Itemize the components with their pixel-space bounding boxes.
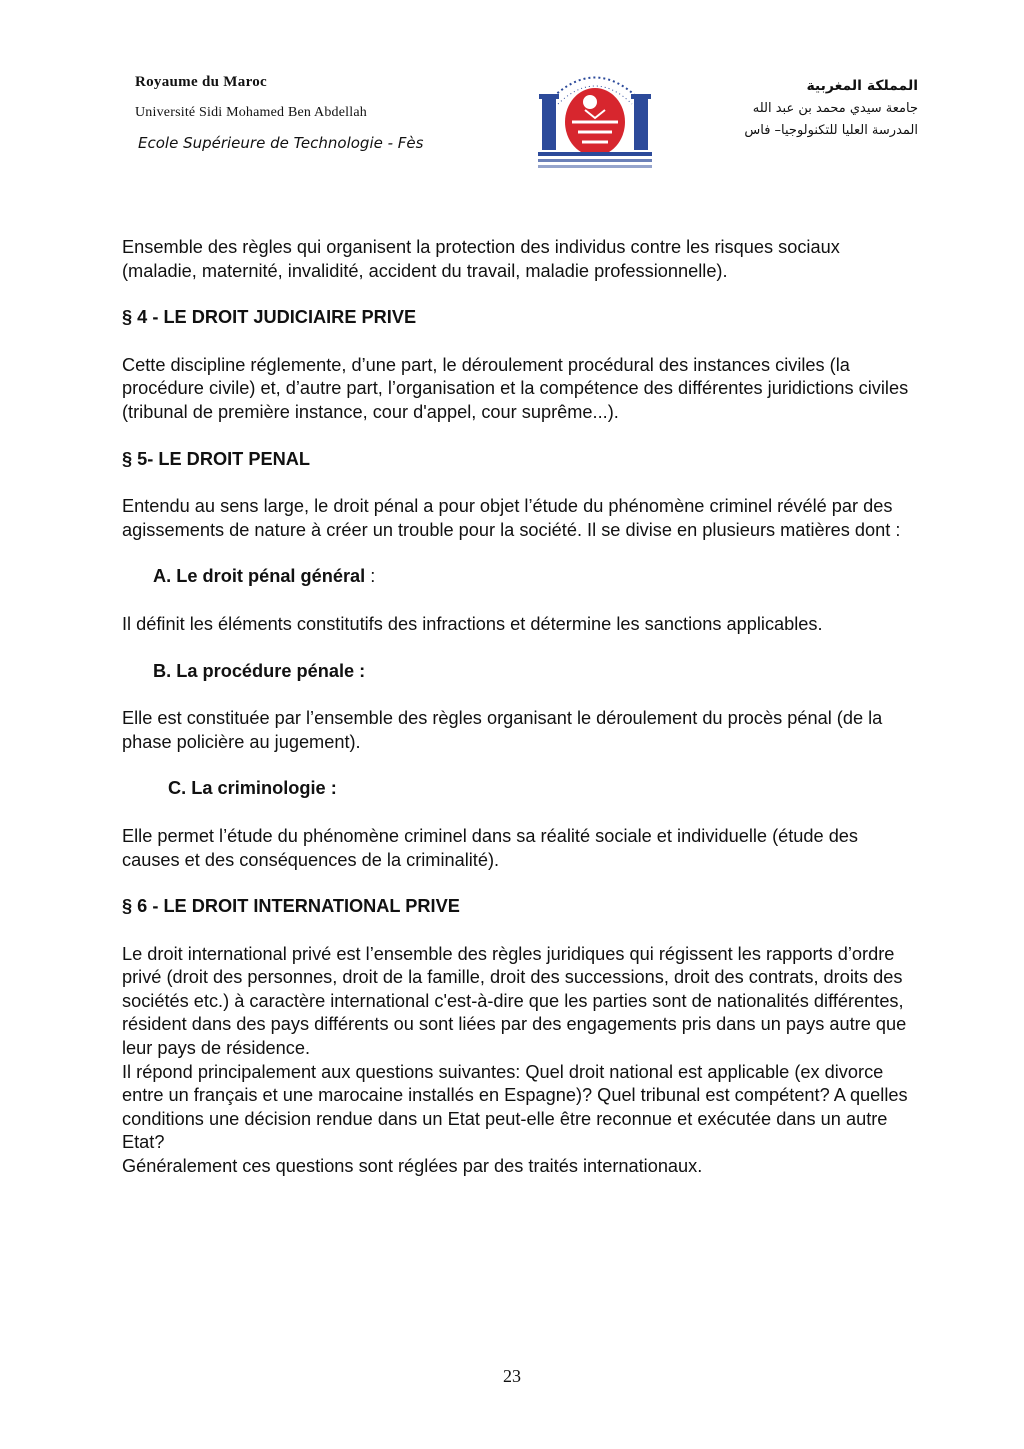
subsection-a-heading (122, 565, 912, 589)
subsection-a-colon: : (365, 566, 376, 587)
intro-paragraph: Ensemble des règles qui organisent la protection des individus contre les risques sociaux (maladie, maternité, invalidité, accident du travail, maladie professionnelle). (122, 237, 840, 281)
header-university-arabic: جامعة سيدي محمد بن عبد الله (752, 101, 918, 116)
section-6-paragraph-3: Généralement ces questions sont réglées par des traités internationaux. (122, 1156, 703, 1177)
section-5-heading: § 5- LE DROIT PENAL (122, 448, 310, 469)
subsection-c-paragraph: Elle permet l’étude du phénomène criminel dans sa réalité sociale et individuelle (étude des causes et des conséquences de la criminalité). (122, 825, 859, 870)
header-left-block (135, 74, 423, 152)
subsection-b-heading: B. La procédure pénale : (153, 660, 366, 681)
subsection-c-heading: C. La criminologie : (168, 778, 337, 799)
header-country: Royaume du Maroc (135, 74, 268, 90)
section-4-paragraph: Cette discipline réglemente, d’une part, le déroulement procédural des instances civiles (la procédure civile) et, d’autre part, l’organisation et la compétence des différentes juridictions civiles (tribunal de première instance, cour d'appel, cour suprême...). (122, 354, 909, 422)
header-school: Ecole Supérieure de Technologie - Fès (138, 134, 424, 152)
section-6-heading: § 6 - LE DROIT INTERNATIONAL PRIVE (122, 896, 460, 917)
subsection-b-paragraph: Elle est constituée par l’ensemble des règles organisant le déroulement du procès pénal (de la phase policière au jugement). (122, 708, 883, 752)
section-6-paragraph-2: Il répond principalement aux questions suivantes: Quel droit national est applicable (ex divorce entre un français et une marocaine installés en Espagne)? Quel tribunal est compétent? A quelles conditions une décision rendue dans un Etat peut-elle être reconnue et exécutée dans un autre Etat? (122, 1061, 908, 1153)
section-6-paragraph-1: Le droit international privé est l’ensemble des règles juridiques qui régissent les rapports d’ordre privé (droit des personnes, droit de la famille, droit des successions, droit des contrats, droits des sociétés etc.) à caractère international c'est-à-dire que les parties sont de nationalités différentes, résident dans des pays différents ou sont liées par des engagements pris dans un pays autre que leur pays de résidence. (122, 943, 907, 1059)
header-right-block (744, 78, 918, 138)
section-5-paragraph: Entendu au sens large, le droit pénal a pour objet l’étude du phénomène criminel révélé par des agissements de nature à créer un trouble pour la société. Il se divise en plusieurs matières dont : (122, 496, 901, 540)
section-4-heading: § 4 - LE DROIT JUDICIAIRE PRIVE (122, 307, 417, 328)
page-number: 23 (503, 1366, 521, 1386)
document-body (122, 236, 912, 1179)
header-school-arabic: المدرسة العليا للتكنولوجيا– فاس (744, 123, 918, 138)
page-header (0, 0, 1024, 180)
subsection-a-title: A. Le droit pénal général (153, 566, 366, 587)
header-university: Université Sidi Mohamed Ben Abdellah (135, 105, 367, 120)
subsection-a-paragraph: Il définit les éléments constitutifs des infractions et détermine les sanctions applicables. (122, 613, 823, 634)
university-logo (530, 60, 660, 172)
header-country-arabic: المملكة المغربية (806, 78, 918, 94)
